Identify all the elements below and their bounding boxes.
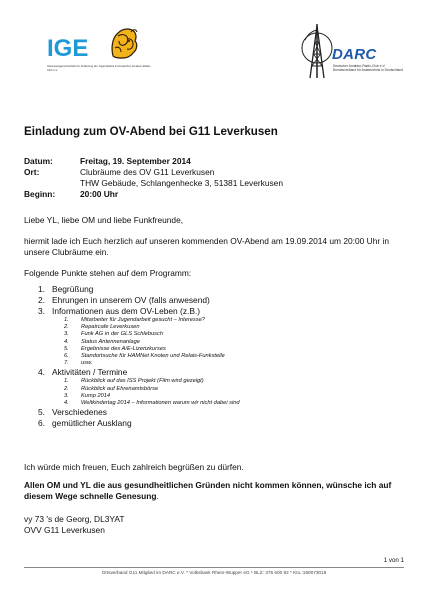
darc-logo-text: DARC — [332, 46, 377, 63]
agenda-subitem — [24, 360, 404, 367]
ige-tagline: Interessengemeinschaft zur Förderung der Jugendarbeit im Deutschen Amateur-Radio-Club e.V. — [47, 65, 151, 72]
agenda-subitem — [24, 378, 404, 385]
agenda-subitem-label: Standortsuche für HAMNet Knoten und Relais-Funkstelle — [81, 353, 225, 360]
date-value: Freitag, 19. September 2014 — [80, 156, 191, 166]
signature-line2: OVV G11 Leverkusen — [24, 525, 105, 535]
program-intro: Folgende Punkte stehen auf dem Programm: — [24, 268, 192, 278]
page-number: 1 von 1 — [383, 557, 404, 564]
agenda-subitem-number: 5. — [64, 345, 69, 352]
agenda-subitem-number: 2. — [64, 385, 69, 392]
start-value: 20:00 Uhr — [80, 189, 119, 199]
agenda-subitem-label: Kump 2014 — [81, 392, 111, 399]
agenda-item-number: 2. — [38, 295, 45, 305]
agenda-item — [24, 284, 404, 295]
place-line1: Clubräume des OV G11 Leverkusen — [80, 167, 215, 177]
signature-line1: vy 73 's de Georg, DL3YAT — [24, 514, 125, 524]
notice-paragraph — [24, 480, 404, 502]
place-label: Ort: — [24, 167, 40, 177]
agenda-item-number: 1. — [38, 284, 45, 294]
agenda-subitem-label: Funk AG in der GLS Schlebusch — [81, 331, 163, 338]
ige-logo — [47, 26, 157, 76]
place-line2: THW Gebäude, Schlangenhecke 3, 51381 Leverkusen — [80, 178, 283, 188]
agenda-item — [24, 295, 404, 306]
lion-icon — [109, 26, 139, 60]
date-row — [24, 156, 283, 167]
agenda-item — [24, 306, 404, 317]
agenda-item-number: 4. — [38, 367, 45, 378]
agenda-subitem-number: 2. — [64, 324, 69, 331]
ige-logo-text: IGE — [47, 35, 89, 62]
greeting: Liebe YL, liebe OM und liebe Funkfreunde, — [24, 215, 184, 225]
agenda-subitem-label: Repaircafe Leverkusen — [81, 324, 140, 331]
start-row — [24, 189, 283, 200]
agenda-item-label: Verschiedenes — [52, 407, 107, 418]
agenda-subitem — [24, 386, 404, 393]
closing-paragraph: Ich würde mich freuen, Euch zahlreich begrüßen zu dürfen. — [24, 462, 244, 472]
darc-logo — [300, 22, 410, 80]
event-details — [24, 156, 283, 200]
page-title: Einladung zum OV-Abend bei G11 Leverkusen — [24, 125, 278, 138]
date-label: Datum: — [24, 156, 53, 166]
signature — [24, 514, 404, 536]
agenda-item — [24, 367, 404, 378]
agenda-subitem-label: Ergebnisse des A/E-Lizenzkurses — [81, 345, 166, 352]
agenda-item — [24, 418, 404, 429]
agenda-subitem-number: 3. — [64, 392, 69, 399]
agenda-subitem-number: 1. — [64, 378, 69, 385]
agenda-item — [24, 407, 404, 418]
agenda-item-label: gemütlicher Ausklang — [52, 418, 132, 429]
agenda-subitem-number: 1. — [64, 317, 69, 323]
intro-paragraph: hiermit lade ich Euch herzlich auf unseren kommenden OV-Abend am 19.09.2014 um 20:00 Uhr in unsere Clubräume ein. — [24, 236, 389, 257]
antenna-mast-icon — [300, 22, 334, 80]
agenda-subitem — [24, 324, 404, 331]
agenda-subitem-number: 3. — [64, 331, 69, 338]
place-row — [24, 167, 283, 178]
agenda-subitem-number: 6. — [64, 353, 69, 360]
agenda-subitem-number: 4. — [64, 400, 69, 407]
darc-subtitle-line2: Bundesverband für Amateurfunk in Deutschland — [333, 68, 404, 72]
agenda-item-number: 3. — [38, 306, 45, 316]
agenda-subitem-label: Mitarbeiter für Jugendarbeit gesucht – Interesse? — [81, 317, 205, 323]
agenda-item-label: Ehrungen in unserem OV (falls anwesend) — [52, 295, 210, 305]
notice-text: Allen OM und YL die aus gesundheitlichen Gründen nicht kommen können, wünsche ich auf diesem Wege schnelle Genesung — [24, 480, 392, 501]
agenda-item-label: Informationen aus dem OV-Leben (z.B.) — [52, 306, 201, 316]
agenda-subitem-number: 4. — [64, 338, 69, 345]
agenda-list — [24, 284, 404, 429]
footer-text: Ortsverband G11 Mitglied im DARC e.V. * Volksbank Rhein-Wupper eG * BLZ: 375 600 92 * Kto.:190073018 — [101, 570, 327, 575]
agenda-subitem-label: Rückblick auf das ISS Projekt (Film wird gezeigt) — [81, 378, 204, 385]
agenda-subitem-label: Status Antennenanlage — [81, 338, 140, 345]
agenda-subitem — [24, 317, 404, 324]
agenda-item-label: Aktivitäten / Termine — [52, 367, 128, 378]
agenda-subitem — [24, 331, 404, 338]
agenda-item-label: Begrüßung — [52, 284, 94, 294]
agenda-subitem-number: 7. — [64, 360, 69, 367]
start-label: Beginn: — [24, 189, 56, 199]
footer-divider — [24, 567, 404, 568]
agenda-subitem — [24, 339, 404, 346]
agenda-item-number: 6. — [38, 418, 45, 429]
place-row-2 — [24, 178, 283, 189]
agenda-subitem-label: Weltkindertag 2014 – Informationen warum wir nicht dabei sind — [81, 400, 240, 407]
agenda-subitem — [24, 400, 404, 407]
agenda-subitem — [24, 393, 404, 400]
darc-subtitle-line1: Deutscher Amateur-Radio-Club e.V. — [333, 64, 386, 68]
agenda-subitem — [24, 346, 404, 353]
agenda-subitem — [24, 353, 404, 360]
agenda-subitem-label: usw. — [81, 360, 93, 367]
notice-end: . — [156, 491, 159, 501]
agenda-item-number: 5. — [38, 407, 45, 418]
agenda-subitem-label: Rückblick auf Ehrenamtsbörse — [81, 385, 159, 392]
